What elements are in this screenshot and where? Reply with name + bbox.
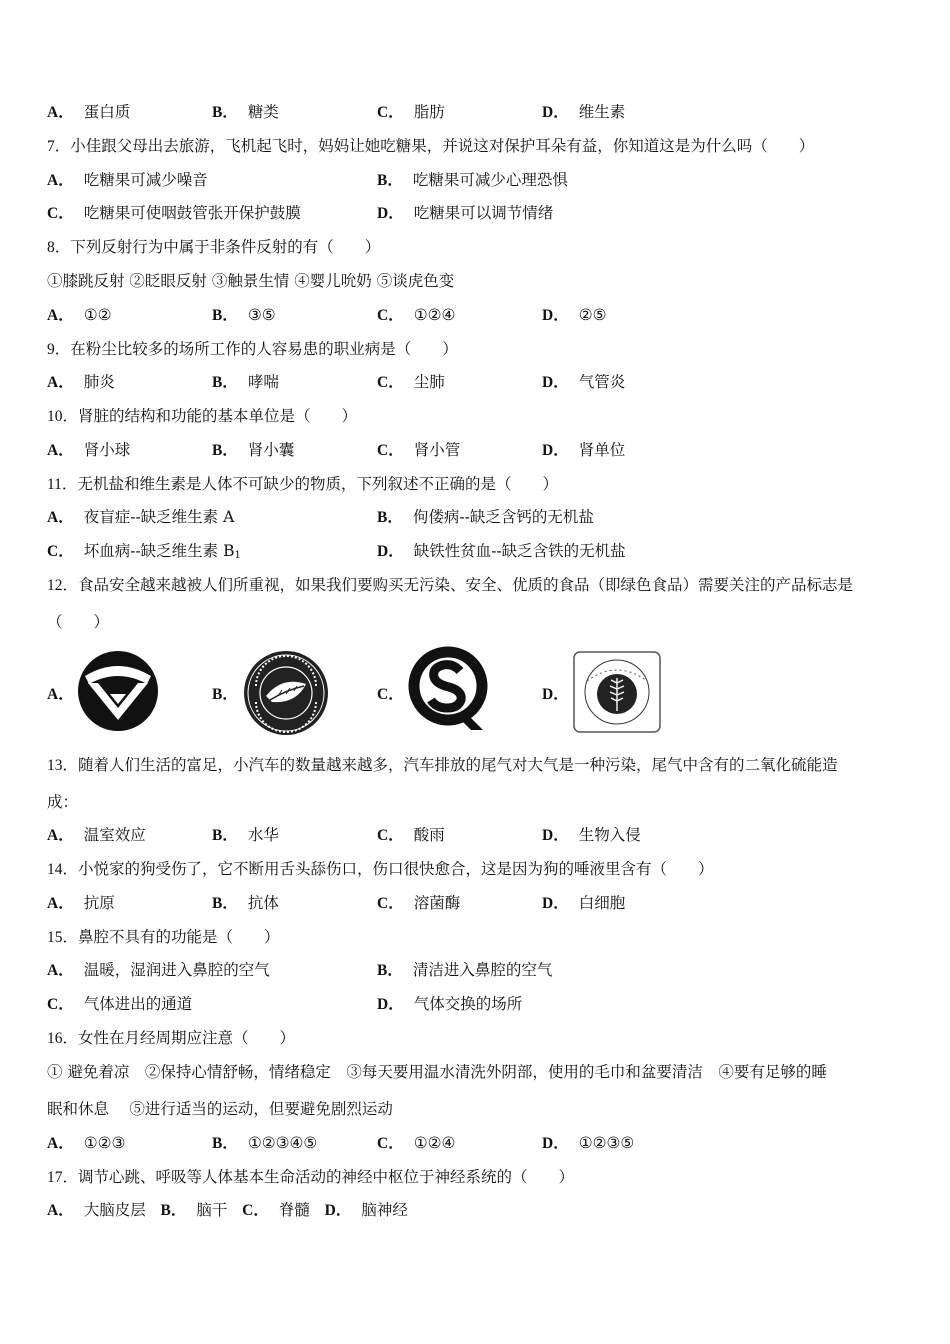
q8-option-b: B． ③⑤ xyxy=(212,306,276,324)
q8-option-a: A． ①② xyxy=(47,306,112,324)
q7-option-d: D． 吃糖果可以调节情绪 xyxy=(377,204,554,222)
q17-option-b-text: 脑干 xyxy=(196,1201,228,1219)
q8-option-c: C． ①②④ xyxy=(377,306,456,324)
q12-option-b-label: B． xyxy=(212,686,238,703)
q16-items: ① 避免着凉 ②保持心情舒畅，情绪稳定 ③每天要用温水清洗外阴部，使用的毛巾和盆要清洁 ④要有足够的睡 xyxy=(47,1063,827,1081)
q12-stem-cont: （ ） xyxy=(47,613,110,631)
q8-items: ①膝跳反射 ②眨眼反射 ③触景生情 ④婴儿吮奶 ⑤谈虎色变 xyxy=(47,272,455,290)
q17-option-a-label: A． xyxy=(47,1202,74,1219)
q12-stem: 12．食品安全越来越被人们所重视，如果我们要购买无污染、安全、优质的食品（即绿色食品）需要关注的产品标志是 xyxy=(47,576,854,594)
q16-option-c: C． ①②④ xyxy=(377,1134,456,1152)
q17-option-b-label: B． xyxy=(160,1202,187,1219)
q17-options xyxy=(47,1200,408,1221)
q10-option-c: C． 肾小管 xyxy=(377,441,461,459)
q13-stem-cont: 成： xyxy=(47,793,79,811)
q13-option-d: D． 生物入侵 xyxy=(542,826,641,844)
q14-option-b: B． 抗体 xyxy=(212,894,279,912)
q8-stem: 8．下列反射行为中属于非条件反射的有（ ） xyxy=(47,238,381,256)
q16-option-d: D． ①②③⑤ xyxy=(542,1134,635,1152)
q9-option-b: B． 哮喘 xyxy=(212,373,279,391)
q12-option-c-label: C． xyxy=(377,686,404,703)
q13-option-c: C． 酸雨 xyxy=(377,826,445,844)
q6-option-b: B． 糖类 xyxy=(212,103,279,121)
q17-option-a-text: 大脑皮层 xyxy=(83,1201,146,1219)
q7-option-a: A． 吃糖果可减少噪音 xyxy=(47,171,208,189)
q16-option-b: B． ①②③④⑤ xyxy=(212,1134,318,1152)
q9-option-d: D． 气管炎 xyxy=(542,373,626,391)
q17-option-c-text: 脊髓 xyxy=(278,1201,310,1219)
q11-option-b: B． 佝偻病--缺乏含钙的无机盐 xyxy=(377,508,594,526)
agri-product-logo xyxy=(573,651,661,737)
q14-option-a: A． 抗原 xyxy=(47,894,115,912)
q14-stem: 14．小悦家的狗受伤了，它不断用舌头舔伤口，伤口很快愈合，这是因为狗的唾液里含有（ ） xyxy=(47,860,714,878)
q16-stem: 16．女性在月经周期应注意（ ） xyxy=(47,1029,296,1047)
q10-option-d: D． 肾单位 xyxy=(542,441,626,459)
q6-option-c: C． 脂肪 xyxy=(377,103,445,121)
q11-option-a: A． 夜盲症--缺乏维生素 A xyxy=(47,508,235,526)
q6-option-d: D． 维生素 xyxy=(542,103,626,121)
eco-label-logo xyxy=(242,650,330,740)
q14-option-c: C． 溶菌酶 xyxy=(377,894,461,912)
q12-option-d-label: D． xyxy=(542,686,569,703)
q10-option-a: A． 肾小球 xyxy=(47,441,131,459)
q15-option-b: B． 清洁进入鼻腔的空气 xyxy=(377,961,553,979)
q6-option-a: A． 蛋白质 xyxy=(47,103,131,121)
q7-stem: 7．小佳跟父母出去旅游，飞机起飞时，妈妈让她吃糖果，并说这对保护耳朵有益，你知道这是为什么吗（ ） xyxy=(47,137,815,155)
quality-safety-logo xyxy=(77,650,159,736)
q13-option-a: A． 温室效应 xyxy=(47,826,146,844)
q7-option-c: C． 吃糖果可使咽鼓管张开保护鼓膜 xyxy=(47,204,301,222)
q8-option-d: D． ②⑤ xyxy=(542,306,607,324)
q16-option-a: A． ①②③ xyxy=(47,1134,126,1152)
q17-option-c-label: C． xyxy=(242,1202,269,1219)
q15-option-c: C． 气体进出的通道 xyxy=(47,995,193,1013)
q16-items-cont: 眠和休息 ⑤进行适当的运动，但要避免剧烈运动 xyxy=(47,1100,393,1118)
q17-option-d-text: 脑神经 xyxy=(361,1201,408,1219)
q15-option-d: D． 气体交换的场所 xyxy=(377,995,523,1013)
subscript: 1 xyxy=(234,550,241,561)
q9-option-c: C． 尘肺 xyxy=(377,373,445,391)
q10-option-b: B． 肾小囊 xyxy=(212,441,295,459)
q7-option-b: B． 吃糖果可减少心理恐惧 xyxy=(377,171,568,189)
q13-option-b: B． 水华 xyxy=(212,826,279,844)
qs-logo xyxy=(405,646,491,738)
q12-option-a-label: A． xyxy=(47,686,74,703)
q15-option-a: A． 温暖，湿润进入鼻腔的空气 xyxy=(47,961,270,979)
q17-option-d-label: D． xyxy=(324,1202,352,1219)
q11-option-c: C． 坏血病--缺乏维生素 $B_1$ xyxy=(47,542,241,561)
q10-stem: 10．肾脏的结构和功能的基本单位是（ ） xyxy=(47,407,358,425)
q15-stem: 15．鼻腔不具有的功能是（ ） xyxy=(47,928,280,946)
q17-stem: 17．调节心跳、呼吸等人体基本生命活动的神经中枢位于神经系统的（ ） xyxy=(47,1168,575,1186)
q13-stem: 13．随着人们生活的富足，小汽车的数量越来越多，汽车排放的尾气对大气是一种污染，尾气中含有的二氧化硫能造 xyxy=(47,756,838,774)
q11-stem: 11．无机盐和维生素是人体不可缺少的物质，下列叙述不正确的是（ ） xyxy=(47,475,558,493)
q9-option-a: A． 肺炎 xyxy=(47,373,115,391)
q11-option-d: D． 缺铁性贫血--缺乏含铁的无机盐 xyxy=(377,542,626,560)
q9-stem: 9．在粉尘比较多的场所工作的人容易患的职业病是（ ） xyxy=(47,340,458,358)
q14-option-d: D． 白细胞 xyxy=(542,894,626,912)
